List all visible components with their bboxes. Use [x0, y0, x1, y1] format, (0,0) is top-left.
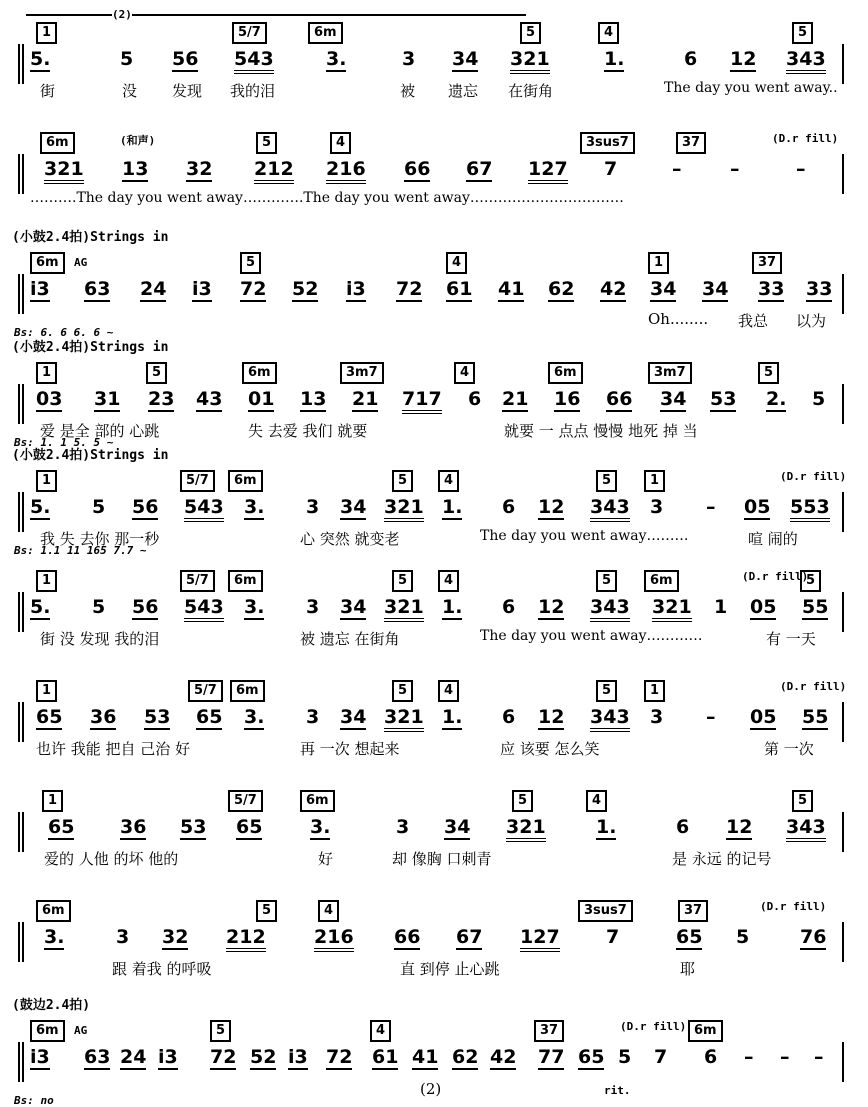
barline-end [842, 922, 844, 962]
note: 5 [92, 496, 106, 518]
chord-box: 4 [598, 22, 619, 44]
note: i3 [192, 278, 212, 300]
section-header: (小鼓2.4拍)Strings in [12, 230, 169, 245]
note: 127 [528, 158, 568, 184]
note: i3 [288, 1046, 308, 1068]
note: 5. [30, 596, 51, 618]
lyric: 第 一次 [764, 740, 814, 758]
note: 56 [132, 596, 159, 618]
note: 32 [162, 926, 189, 948]
chord-box: 5 [792, 22, 813, 44]
note: 41 [498, 278, 525, 300]
note: 343 [590, 596, 630, 622]
note: 76 [800, 926, 827, 948]
note: 321 [652, 596, 692, 622]
rit-mark: rit. [604, 1084, 631, 1097]
system-5 [0, 444, 868, 557]
chord-box: 6m [548, 362, 583, 384]
chord-box: 5 [596, 570, 617, 592]
chord-box: 5/7 [180, 570, 215, 592]
note: 1. [596, 816, 617, 838]
note: 72 [240, 278, 267, 300]
note: 65 [196, 706, 223, 728]
note: 3 [306, 496, 320, 518]
system-4 [0, 336, 868, 449]
lyric: 没 [122, 82, 138, 100]
chord-box: 5/7 [188, 680, 223, 702]
barline-end [842, 702, 844, 742]
note: 41 [412, 1046, 439, 1068]
chord-box: 6m [40, 132, 75, 154]
note: 3 [650, 706, 664, 728]
note: 56 [172, 48, 199, 70]
chord-box: 1 [648, 252, 669, 274]
chord-box: 4 [438, 570, 459, 592]
volta-bracket [26, 14, 526, 16]
chord-box: 4 [438, 470, 459, 492]
chord-box: 37 [678, 900, 708, 922]
note: – [814, 1046, 824, 1068]
note: 553 [790, 496, 830, 522]
note: 42 [600, 278, 627, 300]
note: – [730, 158, 740, 180]
note: 3 [650, 496, 664, 518]
note: 3 [402, 48, 416, 70]
note: 321 [510, 48, 550, 74]
chord-box: 5 [392, 680, 413, 702]
system-1 [0, 8, 868, 116]
section-header: (鼓边2.4拍) [12, 998, 91, 1013]
note: 13 [122, 158, 149, 180]
chord-box: 6m [30, 252, 65, 274]
barline-end [842, 154, 844, 194]
fill-label: (D.r fill) [742, 570, 809, 583]
note: 34 [650, 278, 677, 300]
page-number: (2) [420, 1080, 442, 1098]
chord-box: 4 [586, 790, 607, 812]
note: 34 [340, 596, 367, 618]
chord-box: 6m [644, 570, 679, 592]
chord-box: 6m [688, 1020, 723, 1042]
note: 65 [36, 706, 63, 728]
lyric: 我的泪 [230, 82, 276, 100]
system-9 [0, 886, 868, 994]
chord-box: 5 [512, 790, 533, 812]
note: 2. [766, 388, 787, 410]
note: 321 [384, 706, 424, 732]
chord-box: 5 [256, 132, 277, 154]
note: 5. [30, 48, 51, 70]
note: 7 [604, 158, 618, 180]
lyric: 街 没 发现 我的泪 [40, 630, 160, 648]
chord-box: 4 [318, 900, 339, 922]
lyric: 好 [318, 850, 334, 868]
note: 343 [786, 48, 826, 74]
note: 6 [676, 816, 690, 838]
note: 6 [502, 496, 516, 518]
chord-suffix: AG [74, 1024, 88, 1037]
note: 31 [94, 388, 121, 410]
chord-box: 5 [392, 570, 413, 592]
fill-label: (和声) [120, 134, 156, 147]
chord-box: 5 [800, 570, 821, 592]
chord-box: 1 [36, 470, 57, 492]
chord-box: 5 [596, 680, 617, 702]
chord-box: 1 [42, 790, 63, 812]
bass-line: Bs: 1.1 11 165 7.7 ~ [14, 544, 147, 557]
barline-start [18, 812, 24, 852]
chord-box: 5 [792, 790, 813, 812]
note: 6 [468, 388, 482, 410]
lyric: 是 永远 的记号 [672, 850, 772, 868]
note: 321 [384, 596, 424, 622]
barline-end [842, 812, 844, 852]
chord-box: 6m [228, 570, 263, 592]
note: 53 [180, 816, 207, 838]
note: 127 [520, 926, 560, 952]
note: 24 [140, 278, 167, 300]
lyric: 爱的 人他 的坏 他的 [44, 850, 179, 868]
note: 12 [538, 596, 565, 618]
note: 3. [44, 926, 65, 948]
english-lyric: The day you went away………… [480, 628, 703, 644]
note: i3 [158, 1046, 178, 1068]
lyric: Oh........ [648, 310, 709, 328]
fill-label: (D.r fill) [772, 132, 839, 145]
chord-box: 6m [228, 470, 263, 492]
note: 3. [244, 596, 265, 618]
note: 13 [300, 388, 327, 410]
note: 03 [36, 388, 63, 410]
fill-label: (D.r fill) [620, 1020, 687, 1033]
lyric: 发现 [172, 82, 203, 100]
note: i3 [346, 278, 366, 300]
note: 62 [452, 1046, 479, 1068]
note: 5. [30, 496, 51, 518]
fill-label: (D.r fill) [760, 900, 827, 913]
lyric: 有 一天 [766, 630, 816, 648]
note: 65 [676, 926, 703, 948]
note: 3. [326, 48, 347, 70]
section-header: (小鼓2.4拍)Strings in [12, 340, 169, 355]
lyric: 爱 是全 部的 心跳 [40, 422, 160, 440]
lyric: 遗忘 [448, 82, 479, 100]
chord-box: 6m [300, 790, 335, 812]
lyric: 耶 [680, 960, 696, 978]
chord-box: 1 [36, 680, 57, 702]
note: – [672, 158, 682, 180]
barline-end [842, 1042, 844, 1082]
chord-box: 3sus7 [580, 132, 635, 154]
note: 543 [184, 496, 224, 522]
english-lyric: The day you went away……… [480, 528, 689, 544]
note: – [706, 496, 716, 518]
system-3 [0, 226, 868, 339]
note: 56 [132, 496, 159, 518]
note: 72 [396, 278, 423, 300]
note: 543 [234, 48, 274, 74]
barline-start [18, 492, 24, 532]
english-lyric: ……….The day you went away………….The day you went away…………………………… [30, 190, 624, 206]
chord-box: 5 [240, 252, 261, 274]
note: – [744, 1046, 754, 1068]
note: 36 [120, 816, 147, 838]
lyric: 我 失 去你 那一秒 [40, 530, 160, 548]
chord-box: 6m [242, 362, 277, 384]
chord-box: 3sus7 [578, 900, 633, 922]
note: 01 [248, 388, 275, 410]
note: 34 [660, 388, 687, 410]
lyric: 也许 我能 把自 己治 好 [36, 740, 191, 758]
note: 34 [340, 496, 367, 518]
chord-box: 6m [36, 900, 71, 922]
note: 33 [806, 278, 833, 300]
note: – [780, 1046, 790, 1068]
note: 42 [490, 1046, 517, 1068]
note: 77 [538, 1046, 565, 1068]
note: 05 [750, 706, 777, 728]
note: 43 [196, 388, 223, 410]
chord-box: 4 [454, 362, 475, 384]
note: 343 [786, 816, 826, 842]
note: 61 [372, 1046, 399, 1068]
system-2 [0, 118, 868, 226]
bass-line: Bs: 1. 1 5. 5 ~ [14, 436, 114, 449]
volta-label: (2) [112, 8, 132, 21]
chord-box: 37 [676, 132, 706, 154]
note: 3. [244, 706, 265, 728]
note: 62 [548, 278, 575, 300]
note: 61 [446, 278, 473, 300]
note: 32 [186, 158, 213, 180]
lyric: 直 到停 止心跳 [400, 960, 500, 978]
chord-box: 4 [370, 1020, 391, 1042]
note: 321 [44, 158, 84, 184]
note: 52 [292, 278, 319, 300]
chord-box: 5 [146, 362, 167, 384]
note: 5 [120, 48, 134, 70]
note: 12 [730, 48, 757, 70]
note: 343 [590, 496, 630, 522]
note: 34 [452, 48, 479, 70]
note: 3 [306, 596, 320, 618]
chord-box: 1 [36, 22, 57, 44]
chord-box: 6m [230, 680, 265, 702]
chord-box: 5/7 [180, 470, 215, 492]
chord-box: 5 [210, 1020, 231, 1042]
note: 66 [394, 926, 421, 948]
chord-box: 6m [308, 22, 343, 44]
section-header: (小鼓2.4拍)Strings in [12, 448, 169, 463]
note: 5 [812, 388, 826, 410]
note: 1. [442, 706, 463, 728]
note: 12 [726, 816, 753, 838]
note: 6 [684, 48, 698, 70]
note: 05 [750, 596, 777, 618]
barline-end [842, 592, 844, 632]
lyric: 心 突然 就变老 [300, 530, 400, 548]
barline-start [18, 592, 24, 632]
lyric: 失 去爱 我们 就要 [248, 422, 368, 440]
bass-line: Bs: no [14, 1094, 54, 1107]
note: 63 [84, 278, 111, 300]
note: 6 [704, 1046, 718, 1068]
note: 1. [442, 596, 463, 618]
system-8 [0, 776, 868, 884]
note: 21 [502, 388, 529, 410]
lyric: 却 像胸 口刺青 [392, 850, 492, 868]
note: 23 [148, 388, 175, 410]
fill-label: (D.r fill) [780, 680, 847, 693]
barline-start [18, 922, 24, 962]
chord-box: 5 [596, 470, 617, 492]
note: 3 [116, 926, 130, 948]
lyric: 应 该要 怎么笑 [500, 740, 600, 758]
chord-box: 5 [256, 900, 277, 922]
note: 5 [618, 1046, 632, 1068]
chord-box: 4 [446, 252, 467, 274]
barline-end [842, 274, 844, 314]
note: 717 [402, 388, 442, 414]
lyric: 在街角 [508, 82, 554, 100]
barline-start [18, 1042, 24, 1082]
barline-start [18, 702, 24, 742]
chord-box: 37 [534, 1020, 564, 1042]
note: 53 [144, 706, 171, 728]
lyric: 就要 一 点点 慢慢 地死 掉 当 [504, 422, 698, 440]
chord-box: 4 [330, 132, 351, 154]
note: 216 [326, 158, 366, 184]
note: 16 [554, 388, 581, 410]
note: 1. [604, 48, 625, 70]
note: 6 [502, 596, 516, 618]
fill-label: (D.r fill) [780, 470, 847, 483]
note: 3. [244, 496, 265, 518]
note: 216 [314, 926, 354, 952]
note: 3 [396, 816, 410, 838]
barline-end [842, 492, 844, 532]
barline-start [18, 154, 24, 194]
chord-box: 37 [752, 252, 782, 274]
note: 3 [306, 706, 320, 728]
barline-start [18, 44, 24, 84]
system-6 [0, 556, 868, 664]
note: 212 [254, 158, 294, 184]
note: 52 [250, 1046, 277, 1068]
barline-end [842, 384, 844, 424]
chord-box: 6m [30, 1020, 65, 1042]
note: 321 [506, 816, 546, 842]
lyric: 跟 着我 的呼吸 [112, 960, 212, 978]
note: – [706, 706, 716, 728]
note: 34 [444, 816, 471, 838]
note: 55 [802, 596, 829, 618]
note: i3 [30, 278, 50, 300]
chord-box: 3m7 [648, 362, 692, 384]
chord-box: 1 [644, 470, 665, 492]
note: 24 [120, 1046, 147, 1068]
chord-box: 5/7 [232, 22, 267, 44]
note: 5 [736, 926, 750, 948]
note: 321 [384, 496, 424, 522]
note: 7 [654, 1046, 668, 1068]
chord-box: 5 [758, 362, 779, 384]
note: 53 [710, 388, 737, 410]
barline-end [842, 44, 844, 84]
note: 66 [606, 388, 633, 410]
note: 12 [538, 496, 565, 518]
note: 67 [466, 158, 493, 180]
note: 72 [326, 1046, 353, 1068]
note: 543 [184, 596, 224, 622]
note: – [796, 158, 806, 180]
chord-box: 4 [438, 680, 459, 702]
bass-line: Bs: 6. 6 6. 6 ~ [14, 326, 114, 339]
note: 63 [84, 1046, 111, 1068]
chord-box: 5/7 [228, 790, 263, 812]
note: 34 [340, 706, 367, 728]
note: 3. [310, 816, 331, 838]
note: 72 [210, 1046, 237, 1068]
note: 65 [48, 816, 75, 838]
note: 34 [702, 278, 729, 300]
chord-box: 1 [36, 362, 57, 384]
chord-box: 1 [644, 680, 665, 702]
note: 33 [758, 278, 785, 300]
barline-start [18, 384, 24, 424]
lyric: 被 [400, 82, 416, 100]
note: 67 [456, 926, 483, 948]
lyric: 我总 [738, 312, 769, 330]
system-7 [0, 666, 868, 774]
lyric: 再 一次 想起来 [300, 740, 400, 758]
note: 65 [578, 1046, 605, 1068]
note: 21 [352, 388, 379, 410]
lyric: 以为 [796, 312, 827, 330]
barline-start [18, 274, 24, 314]
chord-box: 5 [392, 470, 413, 492]
chord-suffix: AG [74, 256, 88, 269]
chord-box: 3m7 [340, 362, 384, 384]
english-lyric: The day you went away.. [664, 80, 838, 96]
note: 05 [744, 496, 771, 518]
note: 66 [404, 158, 431, 180]
note: 343 [590, 706, 630, 732]
note: 1 [714, 596, 728, 618]
note: 55 [802, 706, 829, 728]
note: 1. [442, 496, 463, 518]
lyric: 被 遗忘 在街角 [300, 630, 400, 648]
note: 6 [502, 706, 516, 728]
lyric: 喧 闹的 [748, 530, 798, 548]
chord-box: 5 [520, 22, 541, 44]
chord-box: 1 [36, 570, 57, 592]
note: 36 [90, 706, 117, 728]
note: 12 [538, 706, 565, 728]
note: 7 [606, 926, 620, 948]
note: i3 [30, 1046, 50, 1068]
note: 212 [226, 926, 266, 952]
note: 65 [236, 816, 263, 838]
lyric: 街 [40, 82, 56, 100]
note: 5 [92, 596, 106, 618]
